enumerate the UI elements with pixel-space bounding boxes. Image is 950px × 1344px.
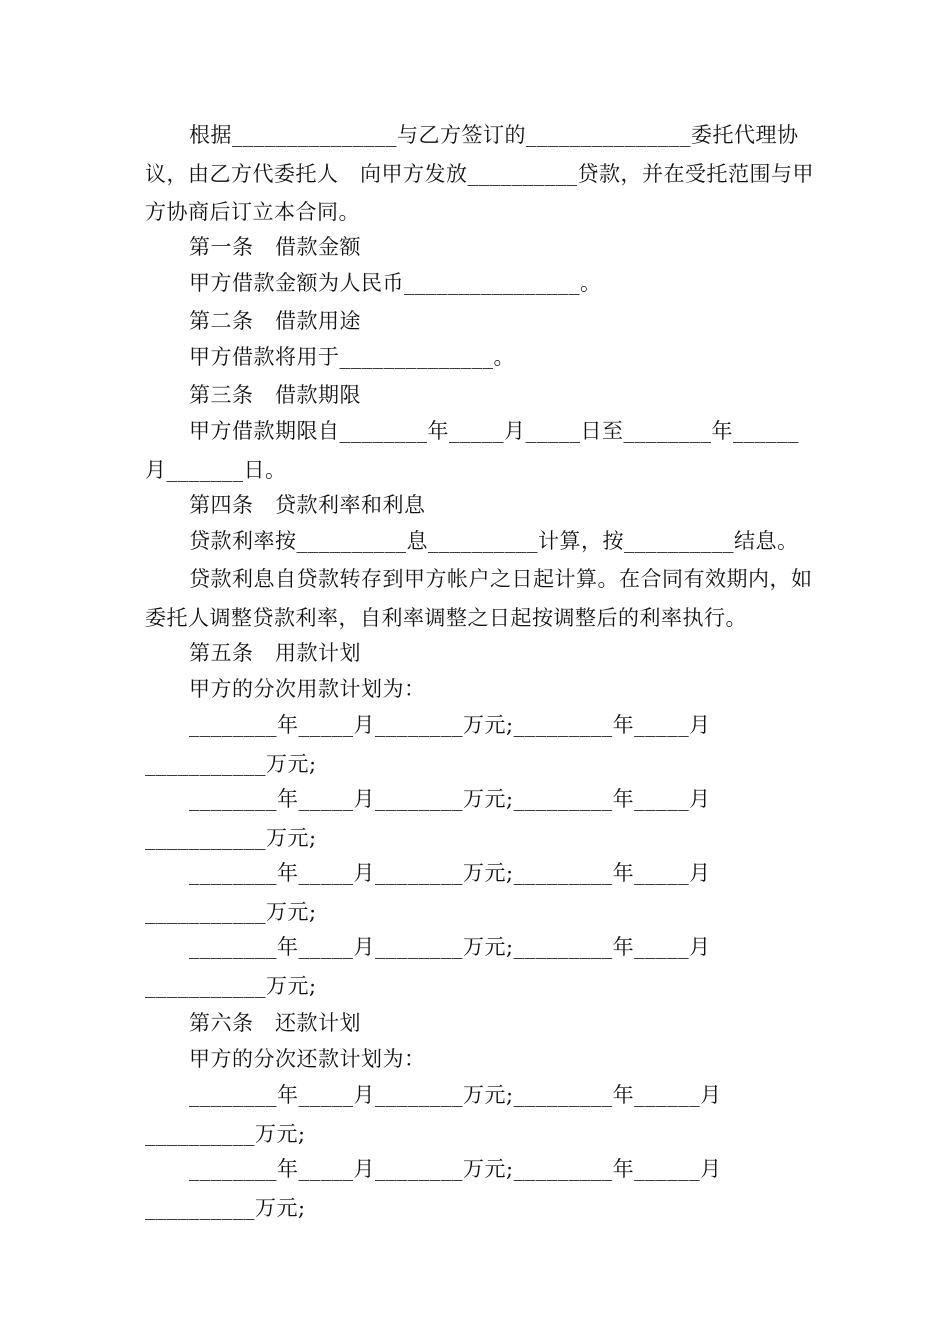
- article2-body: 甲方借款将用于______________。: [189, 345, 515, 369]
- article1-body: 甲方借款金额为人民币________________。: [189, 271, 602, 295]
- article1-heading: 第一条 借款金额: [189, 235, 361, 259]
- article5-plan-row: ________年_____月________万元;_________年_____月___________万元;: [145, 787, 711, 850]
- article3-heading: 第三条 借款期限: [189, 383, 361, 407]
- article5-plan-row: ________年_____月________万元;_________年_____月___________万元;: [145, 935, 711, 998]
- article4-heading: 第四条 贷款利率和利息: [189, 493, 426, 517]
- article5-heading: 第五条 用款计划: [189, 641, 361, 665]
- intro-paragraph: 根据_______________与乙方签订的_______________委托代理协议，由乙方代委托人 向甲方发放__________贷款，并在受托范围与甲方协商后订立本合同。: [145, 123, 814, 224]
- article4-body-interest: 贷款利息自贷款转存到甲方帐户之日起计算。在合同有效期内，如委托人调整贷款利率，自利率调整之日起按调整后的利率执行。: [145, 567, 813, 630]
- article6-intro: 甲方的分次还款计划为：: [189, 1047, 426, 1071]
- article2-heading: 第二条 借款用途: [189, 309, 361, 333]
- article5-plan-row: ________年_____月________万元;_________年_____月___________万元;: [145, 861, 711, 924]
- article4-body-rate: 贷款利率按__________息__________计算，按__________结息。: [189, 529, 799, 553]
- article6-heading: 第六条 还款计划: [189, 1011, 361, 1035]
- article6-plan-row: ________年_____月________万元;_________年______月__________万元;: [145, 1157, 722, 1220]
- article5-plan-row: ________年_____月________万元;_________年_____月___________万元;: [145, 713, 711, 776]
- article3-body: 甲方借款期限自________年_____月_____日至________年______月_______日。: [145, 419, 799, 482]
- article5-intro: 甲方的分次用款计划为：: [189, 677, 426, 701]
- article6-plan-row: ________年_____月________万元;_________年______月__________万元;: [145, 1083, 722, 1146]
